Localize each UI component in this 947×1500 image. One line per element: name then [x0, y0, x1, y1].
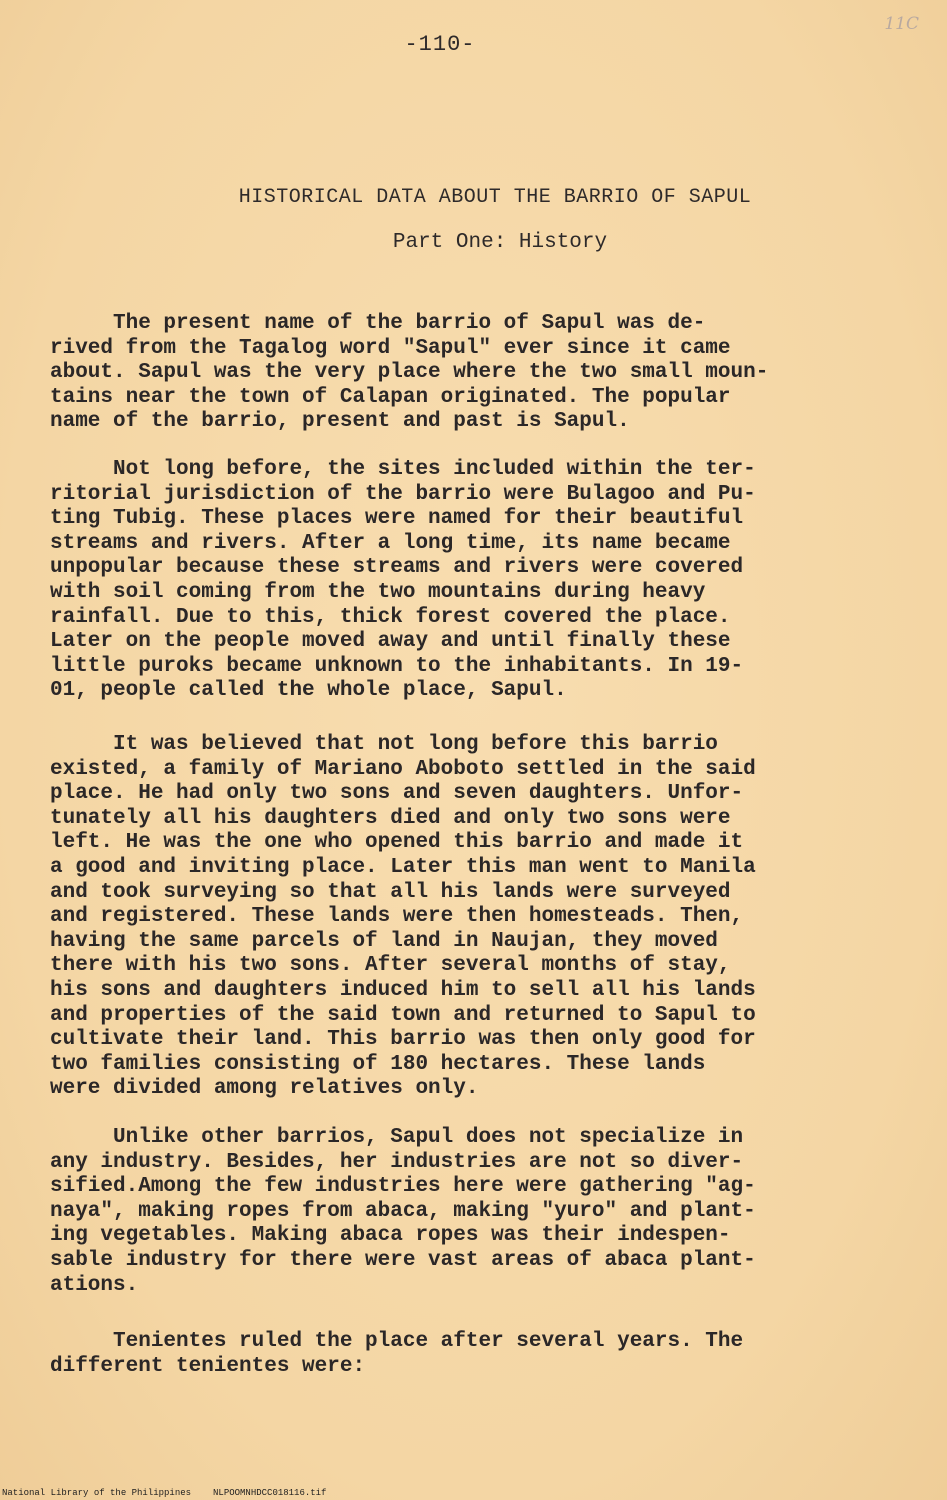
footer-library: National Library of the Philippines [2, 1488, 192, 1498]
margin-note: 11C [884, 14, 919, 34]
paragraph-founding-family: It was believed that not long before this barrio existed, a family of Mariano Aboboto settled in the said place. He had only two sons and seven daughters. Unfor- tunately all his daughters died and only two sons were left. He was the one who opened this barrio and made it a good and inviting place. Later this man went to Manila and took surveying so that all his lands were surveyed and registered. These lands were then homesteads. Then, having the same parcels of land in Naujan, they moved there with his two sons. After several months of stay, his sons and daughters induced him to sell all his lands and properties of the said town and returned to Sapul to cultivate their land. This barrio was then only good for two families consisting of 180 hectares. These lands were divided among relatives only. [50, 733, 756, 1101]
document-subtitle: Part One: History [392, 231, 608, 254]
paragraph-industries: Unlike other barrios, Sapul does not specialize in any industry. Besides, her industries are not so diver- sified.Among the few industries here were gathering "ag- naya", making ropes from abaca, making "yuro" and plant- ing vegetables. Making abaca ropes was their indespen- sable industry for there were vast areas of abaca plant- ations. [50, 1126, 756, 1297]
page-number: -110- [404, 32, 476, 57]
scan-footer [2, 1488, 348, 1498]
footer-filename: NLPOOMNHDCC018116.tif [213, 1488, 327, 1498]
paragraph-former-sites: Not long before, the sites included within the ter- ritorial jurisdiction of the barrio were Bulagoo and Pu- ting Tubig. These places were named for their beautiful streams and rivers. After a long time, its name became unpopular because these streams and rivers were covered with soil coming from the two mountains during heavy rainfall. Due to this, thick forest covered the place. Later on the people moved away and until finally these little puroks became unknown to the inhabitants. In 19- 01, people called the whole place, Sapul. [50, 458, 756, 703]
paragraph-name-origin: The present name of the barrio of Sapul was de- rived from the Tagalog word "Sapul" ever since it came about. Sapul was the very place where the two small moun- tains near the town of Calapan originated. The popular name of the barrio, present and past is Sapul. [50, 312, 769, 434]
document-title: HISTORICAL DATA ABOUT THE BARRIO OF SAPUL [238, 186, 752, 209]
paragraph-tenientes: Tenientes ruled the place after several years. The different tenientes were: [50, 1330, 744, 1378]
